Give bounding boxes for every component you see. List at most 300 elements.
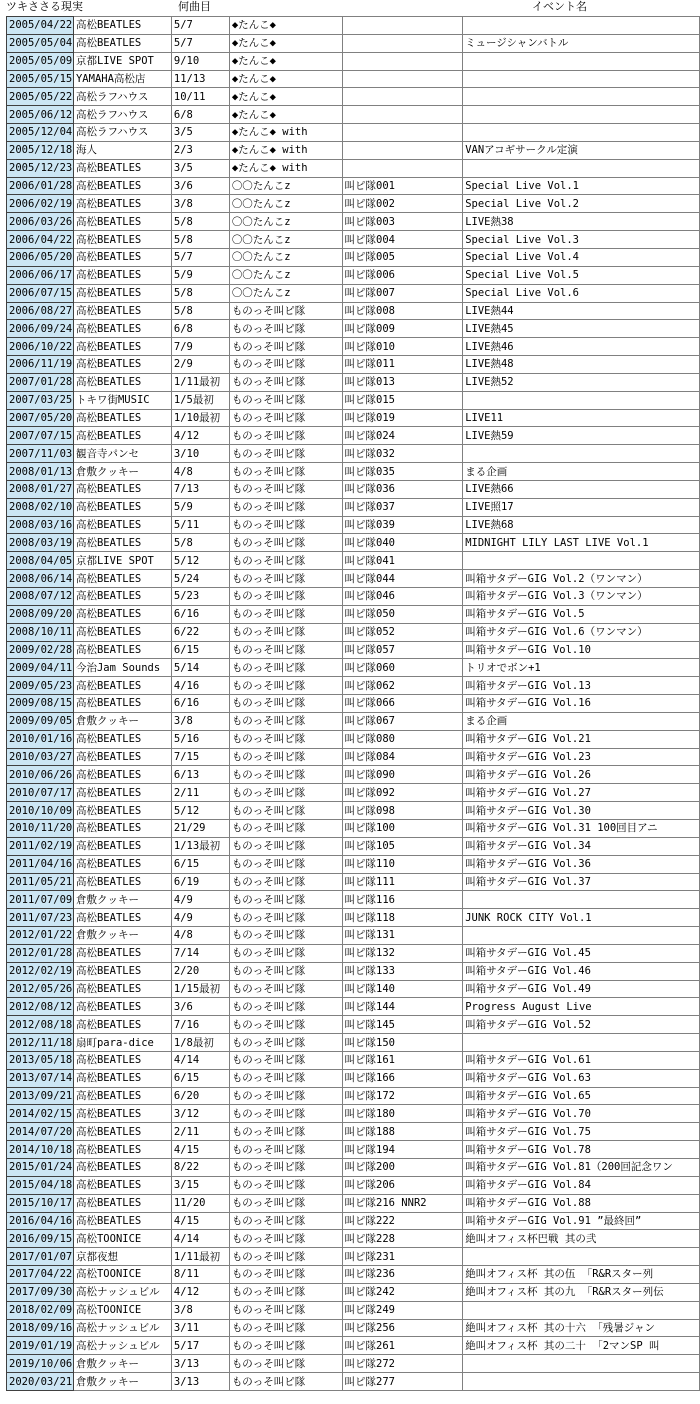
venue-cell: 高松BEATLES	[73, 195, 171, 213]
event-name-cell: 叫箱サタデーGIG Vol.34	[463, 837, 700, 855]
date-cell: 2012/08/18	[7, 1016, 74, 1034]
unit-name-cell: ものっそ叫ピ隊	[229, 641, 342, 659]
unit-name-cell: ものっそ叫ピ隊	[229, 480, 342, 498]
table-row	[7, 570, 700, 588]
unit-name-cell: ものっそ叫ピ隊	[229, 552, 342, 570]
unit-name-cell: ◆たんこ◆ with	[229, 141, 342, 159]
date-cell: 2008/06/14	[7, 570, 74, 588]
event-name-cell: 叫箱サタデーGIG Vol.78	[463, 1141, 700, 1159]
song-number-cell: 7/13	[171, 480, 229, 498]
event-name-cell: 叫箱サタデーGIG Vol.52	[463, 1016, 700, 1034]
table-row	[7, 373, 700, 391]
event-name-cell	[463, 88, 700, 106]
event-name-cell: 絶叫オフィス杯 其の二十 「2マンSP 叫	[463, 1337, 700, 1355]
song-number-cell: 2/9	[171, 356, 229, 374]
table-row	[7, 498, 700, 516]
live-history-table	[6, 16, 700, 1391]
venue-cell: 高松TOONICE	[73, 1301, 171, 1319]
venue-cell: 高松BEATLES	[73, 1159, 171, 1177]
song-number-cell: 4/12	[171, 1283, 229, 1301]
song-number-cell: 8/11	[171, 1266, 229, 1284]
table-row	[7, 302, 700, 320]
venue-cell: 高松BEATLES	[73, 588, 171, 606]
unit-name-cell: ものっそ叫ピ隊	[229, 1141, 342, 1159]
event-name-cell: VANアコギサークル定演	[463, 141, 700, 159]
song-number-cell: 7/15	[171, 748, 229, 766]
event-name-cell: 絶叫オフィス杯 其の十六 「残暑ジャン	[463, 1319, 700, 1337]
event-name-cell: LIVE熱68	[463, 516, 700, 534]
song-number-cell: 6/15	[171, 1069, 229, 1087]
unit-name-cell: ものっそ叫ピ隊	[229, 659, 342, 677]
show-code-cell: 叫ピ隊006	[342, 266, 463, 284]
venue-cell: 高松BEATLES	[73, 356, 171, 374]
table-row	[7, 320, 700, 338]
unit-name-cell: ものっそ叫ピ隊	[229, 1230, 342, 1248]
unit-name-cell: ものっそ叫ピ隊	[229, 1355, 342, 1373]
show-code-cell: 叫ピ隊150	[342, 1034, 463, 1052]
header-title: ツキささる現実	[6, 0, 83, 13]
venue-cell: 高松ナッシュビル	[73, 1319, 171, 1337]
song-number-cell: 5/9	[171, 266, 229, 284]
venue-cell: 高松BEATLES	[73, 873, 171, 891]
table-row	[7, 1034, 700, 1052]
table-row	[7, 766, 700, 784]
show-code-cell: 叫ピ隊060	[342, 659, 463, 677]
show-code-cell: 叫ピ隊098	[342, 802, 463, 820]
date-cell: 2010/03/27	[7, 748, 74, 766]
song-number-cell: 4/8	[171, 927, 229, 945]
venue-cell: 扇町para-dice	[73, 1034, 171, 1052]
unit-name-cell: ものっそ叫ピ隊	[229, 1301, 342, 1319]
unit-name-cell: ものっそ叫ピ隊	[229, 927, 342, 945]
show-code-cell: 叫ピ隊080	[342, 730, 463, 748]
show-code-cell: 叫ピ隊231	[342, 1248, 463, 1266]
event-name-cell: LIVE熱59	[463, 427, 700, 445]
show-code-cell: 叫ピ隊041	[342, 552, 463, 570]
date-cell: 2011/07/09	[7, 891, 74, 909]
song-number-cell: 6/16	[171, 695, 229, 713]
show-code-cell: 叫ピ隊194	[342, 1141, 463, 1159]
event-name-cell	[463, 391, 700, 409]
table-row	[7, 266, 700, 284]
unit-name-cell: ものっそ叫ピ隊	[229, 1266, 342, 1284]
table-row	[7, 516, 700, 534]
song-number-cell: 1/11最初	[171, 1248, 229, 1266]
date-cell: 2006/02/19	[7, 195, 74, 213]
unit-name-cell: ものっそ叫ピ隊	[229, 1123, 342, 1141]
table-row	[7, 1337, 700, 1355]
date-cell: 2006/10/22	[7, 338, 74, 356]
unit-name-cell: ものっそ叫ピ隊	[229, 623, 342, 641]
unit-name-cell: ものっそ叫ピ隊	[229, 802, 342, 820]
show-code-cell: 叫ピ隊011	[342, 356, 463, 374]
unit-name-cell: ものっそ叫ピ隊	[229, 855, 342, 873]
venue-cell: 高松BEATLES	[73, 623, 171, 641]
table-row	[7, 1016, 700, 1034]
venue-cell: 高松BEATLES	[73, 909, 171, 927]
table-row	[7, 338, 700, 356]
venue-cell: 高松BEATLES	[73, 1141, 171, 1159]
date-cell: 2013/09/21	[7, 1087, 74, 1105]
unit-name-cell: ものっそ叫ピ隊	[229, 338, 342, 356]
table-row	[7, 944, 700, 962]
venue-cell: 高松BEATLES	[73, 338, 171, 356]
date-cell: 2007/01/28	[7, 373, 74, 391]
song-number-cell: 4/16	[171, 677, 229, 695]
venue-cell: 高松BEATLES	[73, 605, 171, 623]
table-row	[7, 284, 700, 302]
show-code-cell	[342, 88, 463, 106]
date-cell: 2009/02/28	[7, 641, 74, 659]
event-name-cell: LIVE熱52	[463, 373, 700, 391]
date-cell: 2018/02/09	[7, 1301, 74, 1319]
show-code-cell: 叫ピ隊032	[342, 445, 463, 463]
table-row	[7, 998, 700, 1016]
date-cell: 2011/05/21	[7, 873, 74, 891]
event-name-cell: LIVE熱44	[463, 302, 700, 320]
song-number-cell: 5/8	[171, 534, 229, 552]
unit-name-cell: ものっそ叫ピ隊	[229, 962, 342, 980]
song-number-cell: 5/7	[171, 17, 229, 35]
table-row	[7, 1123, 700, 1141]
unit-name-cell: ものっそ叫ピ隊	[229, 427, 342, 445]
event-name-cell	[463, 552, 700, 570]
venue-cell: 京都LIVE SPOT	[73, 52, 171, 70]
date-cell: 2012/01/22	[7, 927, 74, 945]
table-row	[7, 213, 700, 231]
date-cell: 2008/02/10	[7, 498, 74, 516]
date-cell: 2005/06/12	[7, 106, 74, 124]
table-row	[7, 1069, 700, 1087]
unit-name-cell: 〇〇たんこz	[229, 248, 342, 266]
event-name-cell: 叫箱サタデーGIG Vol.16	[463, 695, 700, 713]
show-code-cell: 叫ピ隊180	[342, 1105, 463, 1123]
table-row	[7, 534, 700, 552]
show-code-cell: 叫ピ隊105	[342, 837, 463, 855]
unit-name-cell: ものっそ叫ピ隊	[229, 1176, 342, 1194]
unit-name-cell: ものっそ叫ピ隊	[229, 498, 342, 516]
song-number-cell: 5/23	[171, 588, 229, 606]
table-row	[7, 588, 700, 606]
song-number-cell: 3/6	[171, 177, 229, 195]
show-code-cell	[342, 52, 463, 70]
show-code-cell: 叫ピ隊200	[342, 1159, 463, 1177]
table-row	[7, 106, 700, 124]
venue-cell: 高松BEATLES	[73, 266, 171, 284]
venue-cell: 京都夜想	[73, 1248, 171, 1266]
song-number-cell: 1/13最初	[171, 837, 229, 855]
event-name-cell: 叫箱サタデーGIG Vol.70	[463, 1105, 700, 1123]
song-number-cell: 4/15	[171, 1141, 229, 1159]
song-number-cell: 3/13	[171, 1355, 229, 1373]
event-name-cell: 叫箱サタデーGIG Vol.3（ワンマン）	[463, 588, 700, 606]
date-cell: 2014/10/18	[7, 1141, 74, 1159]
song-number-cell: 5/17	[171, 1337, 229, 1355]
show-code-cell: 叫ピ隊040	[342, 534, 463, 552]
song-number-cell: 6/22	[171, 623, 229, 641]
unit-name-cell: ものっそ叫ピ隊	[229, 1034, 342, 1052]
table-row	[7, 1373, 700, 1391]
unit-name-cell: ものっそ叫ピ隊	[229, 1051, 342, 1069]
event-name-cell: 叫箱サタデーGIG Vol.30	[463, 802, 700, 820]
event-name-cell: 叫箱サタデーGIG Vol.88	[463, 1194, 700, 1212]
table-row	[7, 1087, 700, 1105]
song-number-cell: 6/15	[171, 641, 229, 659]
unit-name-cell: 〇〇たんこz	[229, 266, 342, 284]
event-name-cell: 叫箱サタデーGIG Vol.21	[463, 730, 700, 748]
unit-name-cell: ものっそ叫ピ隊	[229, 748, 342, 766]
show-code-cell: 叫ピ隊007	[342, 284, 463, 302]
date-cell: 2017/01/07	[7, 1248, 74, 1266]
date-cell: 2015/10/17	[7, 1194, 74, 1212]
show-code-cell: 叫ピ隊052	[342, 623, 463, 641]
event-name-cell	[463, 70, 700, 88]
event-name-cell: 叫箱サタデーGIG Vol.23	[463, 748, 700, 766]
unit-name-cell: ものっそ叫ピ隊	[229, 1069, 342, 1087]
song-number-cell: 3/5	[171, 159, 229, 177]
venue-cell: 高松BEATLES	[73, 177, 171, 195]
table-row	[7, 855, 700, 873]
date-cell: 2012/05/26	[7, 980, 74, 998]
show-code-cell: 叫ピ隊050	[342, 605, 463, 623]
show-code-cell: 叫ピ隊145	[342, 1016, 463, 1034]
unit-name-cell: 〇〇たんこz	[229, 195, 342, 213]
song-number-cell: 3/6	[171, 998, 229, 1016]
venue-cell: 高松BEATLES	[73, 980, 171, 998]
table-row	[7, 659, 700, 677]
date-cell: 2012/11/18	[7, 1034, 74, 1052]
unit-name-cell: ものっそ叫ピ隊	[229, 1337, 342, 1355]
venue-cell: 今治Jam Sounds	[73, 659, 171, 677]
date-cell: 2005/12/23	[7, 159, 74, 177]
show-code-cell: 叫ピ隊140	[342, 980, 463, 998]
unit-name-cell: ◆たんこ◆	[229, 106, 342, 124]
song-number-cell: 1/15最初	[171, 980, 229, 998]
unit-name-cell: ものっそ叫ピ隊	[229, 373, 342, 391]
show-code-cell: 叫ピ隊236	[342, 1266, 463, 1284]
venue-cell: 高松ナッシュビル	[73, 1283, 171, 1301]
song-number-cell: 6/8	[171, 106, 229, 124]
table-row	[7, 248, 700, 266]
date-cell: 2005/04/22	[7, 17, 74, 35]
table-row	[7, 1283, 700, 1301]
table-row	[7, 552, 700, 570]
date-cell: 2009/09/05	[7, 712, 74, 730]
venue-cell: 高松BEATLES	[73, 766, 171, 784]
venue-cell: 倉敷クッキー	[73, 1373, 171, 1391]
venue-cell: 高松BEATLES	[73, 498, 171, 516]
date-cell: 2012/08/12	[7, 998, 74, 1016]
table-row	[7, 980, 700, 998]
event-name-cell: 叫箱サタデーGIG Vol.13	[463, 677, 700, 695]
venue-cell: 高松BEATLES	[73, 34, 171, 52]
event-name-cell: 叫箱サタデーGIG Vol.5	[463, 605, 700, 623]
table-row	[7, 141, 700, 159]
event-name-cell: Special Live Vol.3	[463, 231, 700, 249]
song-number-cell: 5/7	[171, 248, 229, 266]
table-row	[7, 195, 700, 213]
table-row	[7, 712, 700, 730]
show-code-cell: 叫ピ隊067	[342, 712, 463, 730]
song-number-cell: 5/8	[171, 284, 229, 302]
unit-name-cell: ものっそ叫ピ隊	[229, 695, 342, 713]
venue-cell: 高松BEATLES	[73, 998, 171, 1016]
unit-name-cell: ものっそ叫ピ隊	[229, 1087, 342, 1105]
event-name-cell	[463, 1301, 700, 1319]
table-row	[7, 748, 700, 766]
show-code-cell: 叫ピ隊161	[342, 1051, 463, 1069]
date-cell: 2010/06/26	[7, 766, 74, 784]
unit-name-cell: ものっそ叫ピ隊	[229, 766, 342, 784]
table-row	[7, 480, 700, 498]
event-name-cell: 絶叫オフィス杯巴戦 其の弐	[463, 1230, 700, 1248]
table-row	[7, 909, 700, 927]
song-number-cell: 1/10最初	[171, 409, 229, 427]
date-cell: 2008/03/19	[7, 534, 74, 552]
event-name-cell	[463, 124, 700, 142]
show-code-cell: 叫ピ隊037	[342, 498, 463, 516]
unit-name-cell: ◆たんこ◆	[229, 70, 342, 88]
venue-cell: 倉敷クッキー	[73, 1355, 171, 1373]
venue-cell: 高松BEATLES	[73, 516, 171, 534]
venue-cell: 高松BEATLES	[73, 480, 171, 498]
song-number-cell: 6/15	[171, 855, 229, 873]
event-name-cell: 絶叫オフィス杯 其の伍 「R&Rスター列	[463, 1266, 700, 1284]
event-name-cell: 叫箱サタデーGIG Vol.91 ”最終回”	[463, 1212, 700, 1230]
table-row	[7, 695, 700, 713]
venue-cell: 高松TOONICE	[73, 1230, 171, 1248]
table-row	[7, 1212, 700, 1230]
show-code-cell: 叫ピ隊090	[342, 766, 463, 784]
show-code-cell: 叫ピ隊172	[342, 1087, 463, 1105]
unit-name-cell: ものっそ叫ピ隊	[229, 463, 342, 481]
venue-cell: 海人	[73, 141, 171, 159]
unit-name-cell: ◆たんこ◆ with	[229, 159, 342, 177]
venue-cell: 高松ラフハウス	[73, 88, 171, 106]
event-name-cell: まる企画	[463, 463, 700, 481]
event-name-cell: 叫箱サタデーGIG Vol.31 100回目アニ	[463, 819, 700, 837]
unit-name-cell: ものっそ叫ピ隊	[229, 302, 342, 320]
show-code-cell	[342, 141, 463, 159]
unit-name-cell: ものっそ叫ピ隊	[229, 1194, 342, 1212]
date-cell: 2007/11/03	[7, 445, 74, 463]
venue-cell: 高松BEATLES	[73, 819, 171, 837]
date-cell: 2009/05/23	[7, 677, 74, 695]
venue-cell: 高松BEATLES	[73, 677, 171, 695]
header-song-number: 何曲目	[178, 0, 211, 13]
date-cell: 2012/02/19	[7, 962, 74, 980]
table-row	[7, 677, 700, 695]
date-cell: 2007/07/15	[7, 427, 74, 445]
unit-name-cell: 〇〇たんこz	[229, 231, 342, 249]
unit-name-cell: 〇〇たんこz	[229, 177, 342, 195]
venue-cell: 高松BEATLES	[73, 427, 171, 445]
song-number-cell: 2/20	[171, 962, 229, 980]
show-code-cell: 叫ピ隊019	[342, 409, 463, 427]
show-code-cell	[342, 70, 463, 88]
event-name-cell: ミュージシャンバトル	[463, 34, 700, 52]
table-row	[7, 1159, 700, 1177]
song-number-cell: 3/8	[171, 195, 229, 213]
unit-name-cell: ものっそ叫ピ隊	[229, 534, 342, 552]
song-number-cell: 9/10	[171, 52, 229, 70]
song-number-cell: 3/8	[171, 712, 229, 730]
event-name-cell: 叫箱サタデーGIG Vol.36	[463, 855, 700, 873]
show-code-cell: 叫ピ隊035	[342, 463, 463, 481]
table-row	[7, 177, 700, 195]
unit-name-cell: ものっそ叫ピ隊	[229, 998, 342, 1016]
show-code-cell: 叫ピ隊111	[342, 873, 463, 891]
date-cell: 2008/07/12	[7, 588, 74, 606]
show-code-cell: 叫ピ隊118	[342, 909, 463, 927]
song-number-cell: 2/11	[171, 1123, 229, 1141]
date-cell: 2011/07/23	[7, 909, 74, 927]
table-row	[7, 427, 700, 445]
show-code-cell: 叫ピ隊008	[342, 302, 463, 320]
song-number-cell: 4/12	[171, 427, 229, 445]
song-number-cell: 2/11	[171, 784, 229, 802]
date-cell: 2010/01/16	[7, 730, 74, 748]
song-number-cell: 5/9	[171, 498, 229, 516]
show-code-cell: 叫ピ隊132	[342, 944, 463, 962]
song-number-cell: 6/20	[171, 1087, 229, 1105]
song-number-cell: 5/12	[171, 802, 229, 820]
unit-name-cell: ものっそ叫ピ隊	[229, 784, 342, 802]
date-cell: 2006/06/17	[7, 266, 74, 284]
song-number-cell: 5/8	[171, 302, 229, 320]
unit-name-cell: ものっそ叫ピ隊	[229, 588, 342, 606]
venue-cell: 高松BEATLES	[73, 1123, 171, 1141]
venue-cell: 高松BEATLES	[73, 1051, 171, 1069]
venue-cell: 高松BEATLES	[73, 695, 171, 713]
date-cell: 2005/05/04	[7, 34, 74, 52]
table-row	[7, 231, 700, 249]
song-number-cell: 4/9	[171, 909, 229, 927]
show-code-cell: 叫ピ隊228	[342, 1230, 463, 1248]
venue-cell: 倉敷クッキー	[73, 927, 171, 945]
event-name-cell: 叫箱サタデーGIG Vol.63	[463, 1069, 700, 1087]
unit-name-cell: ものっそ叫ピ隊	[229, 516, 342, 534]
show-code-cell: 叫ピ隊024	[342, 427, 463, 445]
event-name-cell	[463, 17, 700, 35]
table-row	[7, 463, 700, 481]
venue-cell: 倉敷クッキー	[73, 463, 171, 481]
unit-name-cell: ものっそ叫ピ隊	[229, 605, 342, 623]
unit-name-cell: ものっそ叫ピ隊	[229, 1319, 342, 1337]
event-name-cell	[463, 1373, 700, 1391]
date-cell: 2007/05/20	[7, 409, 74, 427]
event-name-cell: 叫箱サタデーGIG Vol.75	[463, 1123, 700, 1141]
venue-cell: 倉敷クッキー	[73, 891, 171, 909]
song-number-cell: 7/16	[171, 1016, 229, 1034]
song-number-cell: 5/7	[171, 34, 229, 52]
unit-name-cell: ものっそ叫ピ隊	[229, 712, 342, 730]
table-row	[7, 445, 700, 463]
date-cell: 2006/04/22	[7, 231, 74, 249]
show-code-cell: 叫ピ隊066	[342, 695, 463, 713]
song-number-cell: 4/8	[171, 463, 229, 481]
venue-cell: 高松ラフハウス	[73, 106, 171, 124]
table-row	[7, 641, 700, 659]
event-name-cell: Progress August Live	[463, 998, 700, 1016]
song-number-cell: 5/8	[171, 213, 229, 231]
song-number-cell: 4/9	[171, 891, 229, 909]
event-name-cell: 叫箱サタデーGIG Vol.65	[463, 1087, 700, 1105]
show-code-cell: 叫ピ隊242	[342, 1283, 463, 1301]
venue-cell: 高松BEATLES	[73, 248, 171, 266]
show-code-cell: 叫ピ隊133	[342, 962, 463, 980]
show-code-cell: 叫ピ隊110	[342, 855, 463, 873]
